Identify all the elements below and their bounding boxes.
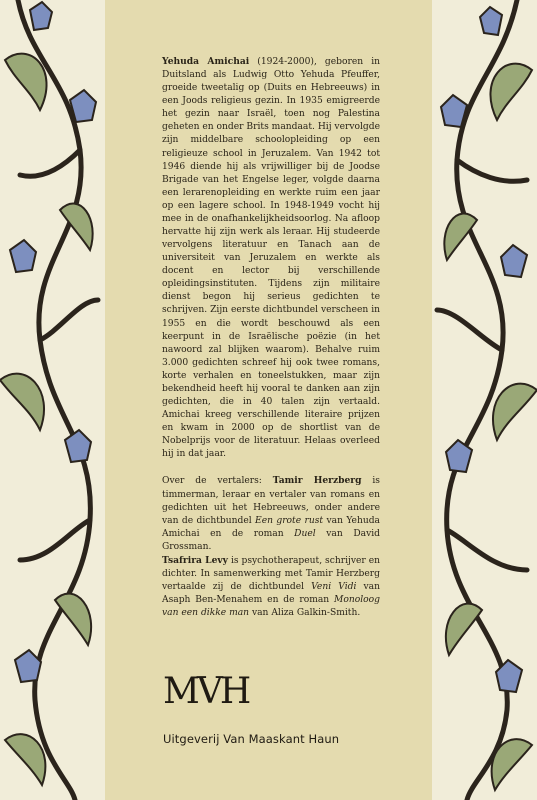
translators-intro: Over de vertalers: (162, 476, 273, 487)
translator-name-herzberg: Tamir Herzberg (272, 475, 362, 487)
paragraph-gap (162, 461, 380, 474)
levy-book-1: Veni Vidi (311, 582, 357, 593)
publisher-name: Uitgeverij Van Maaskant Haun (163, 732, 340, 746)
publisher-logo-mark: MVH (163, 671, 249, 712)
floral-border-right (432, 0, 537, 800)
levy-book-2: Monoloog van een dikke man (162, 595, 380, 619)
levy-text-2: van Asaph Ben-Menahem en de roman (162, 582, 380, 606)
floral-pattern-right (432, 0, 537, 800)
back-cover-text (162, 55, 380, 620)
herzberg-book-1: Een grote rust (255, 515, 324, 526)
herzberg-text-1: is timmerman, leraar en vertaler van romans en gedichten uit het Hebreeuws, onder andere van de dichtbundel (162, 476, 380, 526)
publisher-logo (163, 671, 283, 713)
levy-text-3: van Aliza Galkin-Smith. (249, 608, 361, 619)
herzberg-book-2: Duel (294, 528, 316, 539)
author-name: Yehuda Amichai (162, 56, 250, 67)
floral-border-left (0, 0, 105, 800)
back-cover-panel (105, 0, 432, 800)
herzberg-text-2: van Yehuda Amichai en de roman (162, 515, 380, 539)
herzberg-text-3: van David Grossman. (162, 528, 380, 552)
author-bio-text: (1924-2000), geboren in Duitsland als Ludwig Otto Yehuda Pfeuffer, groeide tweetalig op (Duits en Hebreeuws) in een Joods religieus gezin. In 1935 emigreerde het gezin naar Israël, toen nog Palestina geheten en onder Brits mandaat. Hij vervolgde zijn middelbare schoolopleiding op een religieuze school in Jeruzalem. Van 1942 tot 1946 diende hij als vrijwilliger bij de Joodse Brigade van het Engelse leger, volgde daarna een lerarenopleiding en werkte ruim een jaar op een lagere school. In 1948-1949 vocht hij mee in de onafhankelijkheidsoorlog. Na afloop hervatte hij zijn werk als leraar. Hij studeerde vervolgens literatuur en Tanach aan de universiteit van Jeruzalem en werkte als docent en lector bij verschillende opleidingsinstituten. Tijdens zijn militaire dienst begon hij serieus gedichten te schrijven. Zijn eerste dichtbundel verscheen in 1955 en die wordt beschouwd als een keerpunt in de Israëlische poëzie (in het nawoord zal blijken waarom). Behalve ruim 3.000 gedichten schreef hij ook twee romans, korte verhalen en toneelstukken, maar zijn bekendheid heeft hij vooral te danken aan zijn gedichten, die in 40 talen zijn vertaald. Amichai kreeg verschillende literaire prijzen en kwam in 2000 op de shortlist van de Nobelprijs voor de literatuur. Helaas overleed hij in dat jaar. (162, 57, 380, 460)
floral-pattern-left (0, 0, 105, 800)
author-bio (162, 55, 380, 461)
levy-text-1: is psychotherapeut, schrijver en dichter. In samenwerking met Tamir Herzberg vertaalde zij de dichtbundel (162, 555, 380, 593)
translator-levy (162, 554, 380, 620)
translator-herzberg (162, 474, 380, 553)
translator-name-levy: Tsafrira Levy (162, 554, 228, 566)
